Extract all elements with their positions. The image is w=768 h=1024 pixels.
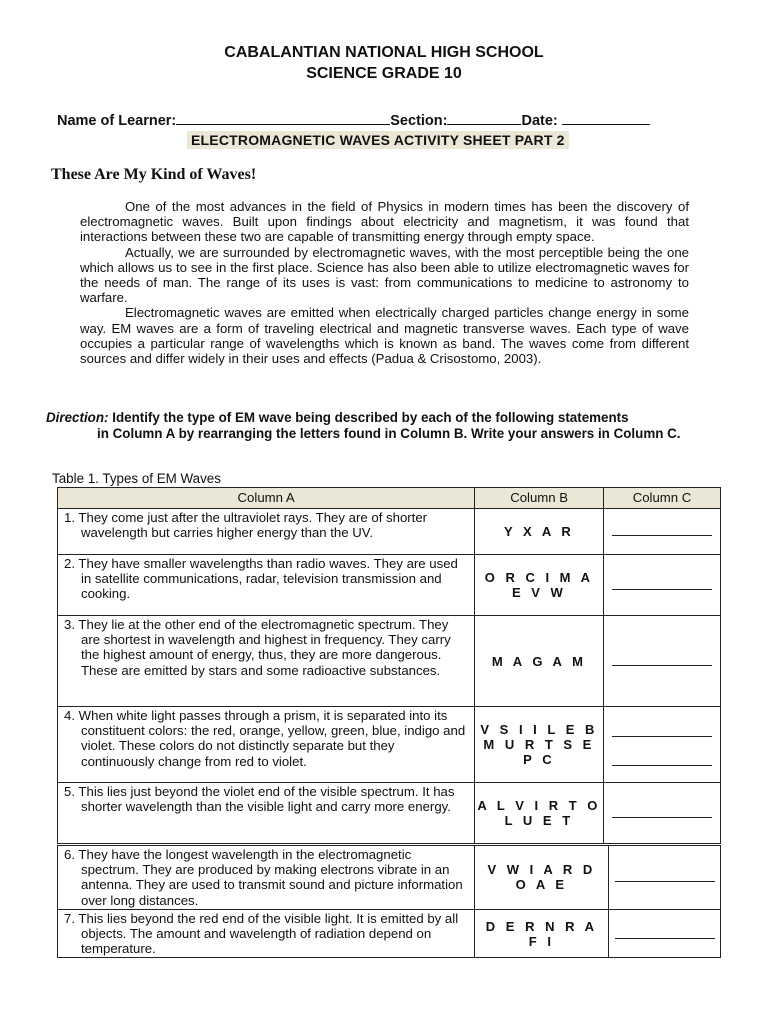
intro-text (80, 199, 689, 366)
table-row (58, 783, 721, 844)
column-a-cell (58, 555, 475, 616)
answer-blank[interactable] (615, 926, 715, 939)
grade-level: SCIENCE GRADE 10 (306, 65, 462, 82)
answer-cell[interactable] (604, 509, 721, 555)
column-a-cell (58, 707, 475, 783)
section-blank[interactable] (447, 110, 521, 125)
date-blank[interactable] (562, 110, 650, 125)
scrambled-letters: D E R N R A F I (475, 909, 609, 958)
em-waves-table-continued (57, 845, 721, 958)
statement-text: 2. They have smaller wavelengths than radio waves. They are used in satellite communications, radar, television transmission and cooking. (64, 556, 458, 602)
scrambled-letters: O R C I M A E V W (475, 555, 604, 616)
answer-blank[interactable] (612, 577, 712, 590)
answer-blank[interactable] (612, 653, 712, 666)
table-row (58, 707, 721, 783)
answer-cell[interactable] (604, 783, 721, 844)
statement-text: 1. They come just after the ultraviolet rays. They are of shorter wavelength but carries higher energy than the UV. (64, 510, 428, 541)
column-a-cell (58, 509, 475, 555)
scrambled-letters: M A G A M (475, 616, 604, 707)
answer-cell[interactable] (609, 909, 721, 958)
answer-cell[interactable] (609, 846, 721, 910)
school-name: CABALANTIAN NATIONAL HIGH SCHOOL (224, 44, 544, 61)
school-header (0, 42, 768, 84)
table-row (58, 909, 721, 958)
table-row (58, 846, 721, 910)
answer-blank[interactable] (615, 869, 715, 882)
direction-line-1: Identify the type of EM wave being described by each of the following statements (108, 410, 629, 425)
column-b-header: Column B (475, 488, 604, 509)
name-blank[interactable] (176, 110, 390, 125)
intro-paragraph: One of the most advances in the field of Physics in modern times has been the discovery of electromagnetic waves. Built upon findings about electricity and magnetism, it was found that interactions between these two are capable of transmitting energy through empty space. (80, 199, 689, 245)
statement-text: 7. This lies beyond the red end of the visible light. It is emitted by all objects. The amount and wavelength of radiation depend on temperature. (64, 910, 459, 957)
column-c-header: Column C (604, 488, 721, 509)
direction-text (46, 410, 689, 441)
column-a-cell (58, 783, 475, 844)
column-a-cell (58, 909, 475, 958)
em-waves-table (57, 487, 721, 844)
learner-info-line (57, 110, 697, 129)
answer-blank[interactable] (612, 805, 712, 818)
intro-paragraph: Electromagnetic waves are emitted when electrically charged particles change energy in some way. EM waves are a form of traveling electrical and magnetic transverse waves. Each type of wave occupies a particular range of wavelengths which is known as band. The waves come from different sources and differ widely in their uses and effects (Padua & Crisostomo, 2003). (80, 305, 689, 367)
table-header-row (58, 488, 721, 509)
table-row (58, 616, 721, 707)
date-label: Date: (521, 113, 558, 129)
answer-blank[interactable] (612, 753, 712, 766)
direction-label: Direction: (46, 410, 109, 425)
scrambled-letters: V W I A R D O A E (475, 846, 609, 910)
answer-cell[interactable] (604, 555, 721, 616)
answer-blank[interactable] (612, 523, 712, 536)
scrambled-letters: V S I I L E B M U R T S E P C (475, 707, 604, 783)
direction-line-2: in Column A by rearranging the letters found in Column B. Write your answers in Column C. (97, 425, 681, 441)
intro-paragraph: Actually, we are surrounded by electromagnetic waves, with the most perceptible being the one which allows us to see in the first place. Science has also been able to utilize electromagnetic waves for the needs of man. The range of its uses is vast: from communications to medicine to astronomy to warfare. (80, 244, 689, 306)
statement-text: 5. This lies just beyond the violet end of the visible spectrum. It has shorter wavelength than the visible light and carry more energy. (64, 784, 455, 815)
activity-subtitle: These Are My Kind of Waves! (51, 166, 257, 183)
activity-sheet-title: ELECTROMAGNETIC WAVES ACTIVITY SHEET PART 2 (187, 131, 569, 149)
answer-cell[interactable] (604, 616, 721, 707)
table-row (58, 509, 721, 555)
table-row (58, 555, 721, 616)
statement-text: 4. When white light passes through a prism, it is separated into its constituent colors: the red, orange, yellow, green, blue, indigo and violet. These colors do not distinctly separate but they continuously change from red to violet. (64, 708, 466, 769)
section-label: Section: (390, 113, 448, 129)
name-label: Name of Learner: (57, 113, 177, 129)
answer-cell[interactable] (604, 707, 721, 783)
statement-continuation: These are emitted by stars and some radioactive substances. (81, 662, 441, 678)
column-a-cell (58, 616, 475, 707)
statement-text: 3. They lie at the other end of the electromagnetic spectrum. They are shortest in wavelength and highest in frequency. They carry the highest amount of energy, thus, they are more dangerous. (64, 617, 451, 663)
scrambled-letters: A L V I R T O L U E T (475, 783, 604, 844)
answer-blank[interactable] (612, 724, 712, 737)
scrambled-letters: Y X A R (475, 509, 604, 555)
column-a-cell (58, 846, 475, 910)
column-a-header: Column A (58, 488, 475, 509)
statement-text: 6. They have the longest wavelength in the electromagnetic spectrum. They are produced by making electrons vibrate in an antenna. They are used to transmit sound and picture information over long distances. (64, 847, 463, 908)
table-caption: Table 1. Types of EM Waves (52, 471, 221, 486)
